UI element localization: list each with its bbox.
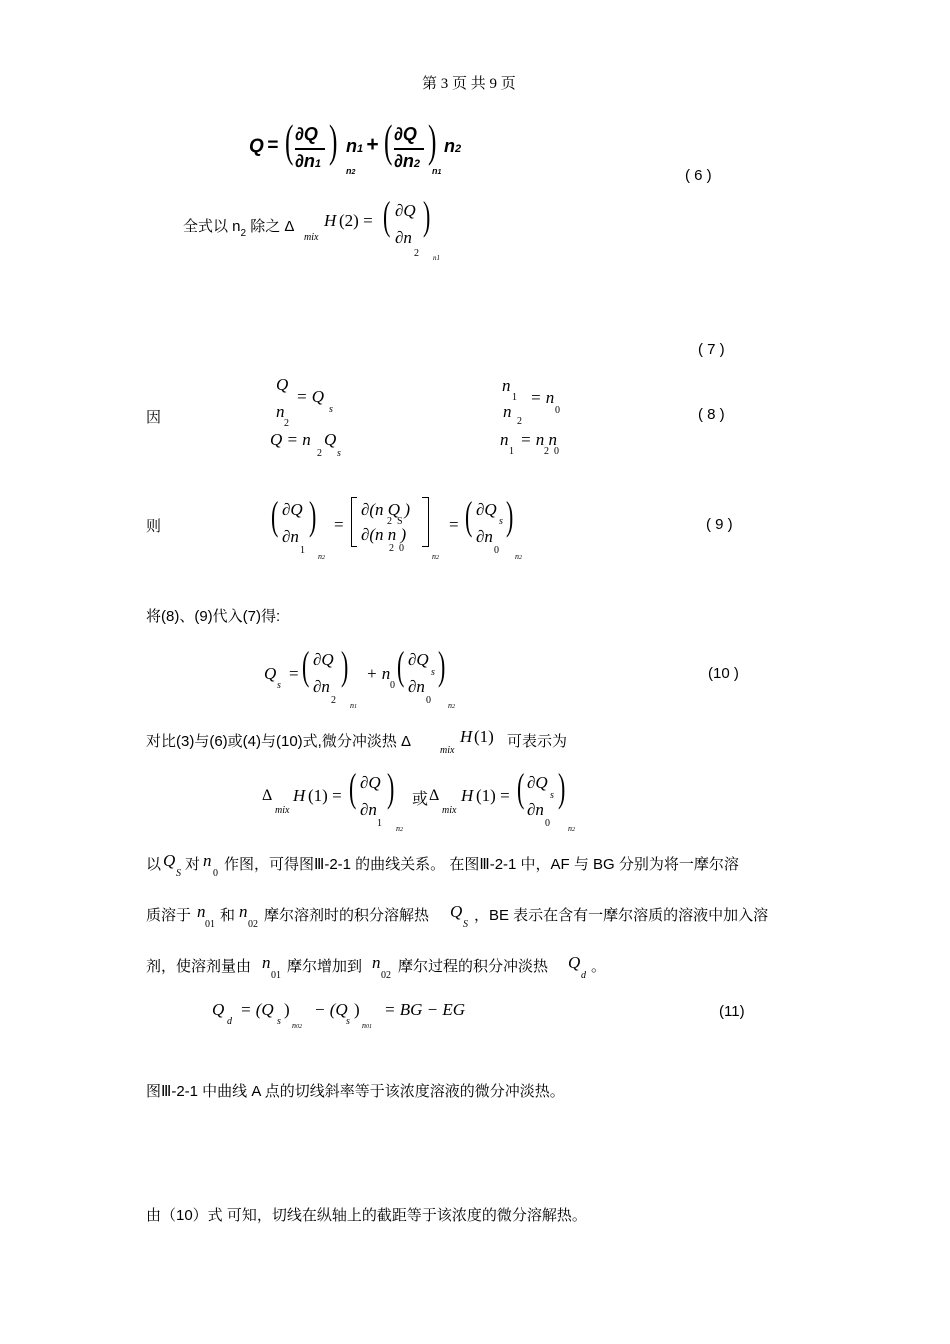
eq10-plus-sub: 0 bbox=[390, 680, 395, 691]
eq6-mult-2: n2 bbox=[444, 136, 462, 156]
eq10-den-1: ∂n bbox=[313, 677, 330, 696]
para1-line2-n1s: 01 bbox=[205, 919, 215, 930]
eq9-outer-1: n2 bbox=[318, 552, 325, 561]
eq9-outer-3: n2 bbox=[515, 552, 522, 561]
eq7-mix: mix bbox=[304, 232, 319, 243]
eq9-lparen-1: ( bbox=[271, 493, 279, 538]
eq11-rhs: = BG − EG bbox=[384, 1000, 466, 1019]
substitution-text: 将(8)、(9)代入(7)得: bbox=[146, 608, 281, 625]
eq10-rparen-1: ) bbox=[341, 643, 349, 688]
eq9-den-2-sub: 2 0 bbox=[389, 543, 404, 554]
eq9-rbracket-b bbox=[422, 546, 428, 547]
diff-lparen-2: ( bbox=[517, 765, 525, 810]
para1-line1-Q: Q bbox=[163, 851, 176, 870]
eq10-lhs-sub: s bbox=[277, 680, 281, 691]
diff-H: H bbox=[293, 786, 306, 805]
eq9-num-2: ∂(n Q ) bbox=[361, 500, 410, 519]
eq9-number: ( 9 ) bbox=[706, 516, 733, 533]
para1-line2-a: 质溶于 bbox=[146, 907, 192, 924]
para1-line2-c: 摩尔溶剂时的积分溶解热 bbox=[264, 907, 430, 924]
eq9-rparen-3: ) bbox=[506, 493, 514, 538]
eq6-num-2: ∂Q bbox=[394, 124, 417, 144]
eq11-o1: n02 bbox=[292, 1021, 302, 1030]
eq6-lhs: Q bbox=[249, 136, 264, 157]
diff-den-1-sub: 1 bbox=[377, 818, 382, 829]
eq10-lparen-1: ( bbox=[302, 643, 310, 688]
eq8-l1-den-sub: 2 bbox=[284, 418, 289, 429]
para1-line3-n1: n bbox=[262, 953, 271, 972]
comparison-H: H bbox=[460, 727, 473, 746]
eq10-lhs: Q bbox=[264, 664, 277, 683]
diff-outer-1: n2 bbox=[396, 824, 403, 833]
eq9-den-3-sub: 0 bbox=[494, 545, 499, 556]
diff-num-2-sub: s bbox=[550, 790, 554, 801]
eq10-den-2: ∂n bbox=[408, 677, 425, 696]
eq11-o2: n01 bbox=[362, 1021, 372, 1030]
eq8-r2-sub2: 2 0 bbox=[544, 446, 559, 457]
diff-den-2: ∂n bbox=[527, 800, 544, 819]
eq8-r2: n bbox=[500, 430, 509, 449]
eq6-outer-sub-1: n2 bbox=[346, 166, 356, 176]
eq7-num: ∂Q bbox=[395, 201, 416, 220]
eq6-rparen-2: ) bbox=[428, 115, 437, 166]
eq7-arg: (2) = bbox=[339, 211, 373, 230]
paragraph-tangent-slope: 图Ⅲ-2-1 中曲线 A 点的切线斜率等于该浓度溶液的微分冲淡热。 bbox=[146, 1083, 565, 1100]
eq10-eq: = bbox=[289, 664, 299, 683]
para1-line3-n2: n bbox=[372, 953, 381, 972]
eq9-den-1: ∂n bbox=[282, 527, 299, 546]
eq11-number: (11) bbox=[719, 1003, 745, 1020]
diff-arg: (1) = bbox=[308, 786, 342, 805]
eq9-den-2: ∂(n n ) bbox=[361, 525, 407, 544]
eq8-l2: Q = n bbox=[270, 430, 311, 449]
eq6-frac-bar-1 bbox=[295, 148, 325, 150]
para1-line1-c: 作图，可得图Ⅲ-2-1 的曲线关系。 在图Ⅲ-2-1 中，AF 与 BG 分别为将一摩尔溶 bbox=[224, 856, 739, 873]
diff-den-2-sub: 0 bbox=[545, 818, 550, 829]
eq7-den: ∂n bbox=[395, 228, 412, 247]
eq8-r1-den-sub: 2 bbox=[517, 416, 522, 427]
eq8-l1-num: Q bbox=[276, 375, 289, 394]
eq9-num-3-sub: s bbox=[499, 516, 503, 527]
eq9-eq-2: = bbox=[449, 515, 459, 534]
eq11-close1: ) bbox=[284, 1000, 290, 1019]
eq7-lparen: ( bbox=[383, 193, 391, 238]
eq11-close2: ) bbox=[354, 1000, 360, 1019]
eq8-number: ( 8 ) bbox=[698, 406, 725, 423]
eq8-r2-sub1: 1 bbox=[509, 446, 514, 457]
diff-mix: mix bbox=[275, 805, 290, 816]
para1-line3-c: 摩尔过程的积分冲淡热 bbox=[398, 958, 549, 975]
page-number-header: 第 3 页 共 9 页 bbox=[422, 76, 516, 92]
diff-outer-2: n2 bbox=[568, 824, 575, 833]
eq9-num-3: ∂Q bbox=[476, 500, 497, 519]
eq6-num-1: ∂Q bbox=[295, 124, 318, 144]
eq6-plus: + bbox=[366, 133, 379, 156]
eq9-label: 则 bbox=[146, 518, 162, 535]
diff-delta: Δ bbox=[262, 787, 273, 804]
eq10-num-1: ∂Q bbox=[313, 650, 334, 669]
para1-line2-Qs: S bbox=[463, 919, 468, 930]
diff-H-2: H bbox=[461, 786, 474, 805]
para1-line1-b: 对 bbox=[185, 856, 201, 873]
para1-line3-a: 剂，使溶剂量由 bbox=[146, 958, 252, 975]
eq10-den-1-sub: 2 bbox=[331, 695, 336, 706]
eq11-eq1: = (Q bbox=[240, 1000, 274, 1019]
eq8-r1-eq-sub: 0 bbox=[555, 405, 560, 416]
eq11-lhs-sub: d bbox=[227, 1016, 232, 1027]
eq8-r1-num-sub: 1 bbox=[512, 392, 517, 403]
para1-line1-a: 以 bbox=[146, 856, 162, 873]
eq6-outer-sub-2: n1 bbox=[432, 166, 442, 176]
para1-line2-n2s: 02 bbox=[248, 919, 258, 930]
comparison-text-b: 可表示为 bbox=[507, 733, 568, 750]
eq9-den-1-sub: 1 bbox=[300, 545, 305, 556]
eq10-rparen-2: ) bbox=[438, 643, 446, 688]
eq9-rbracket-t bbox=[422, 497, 428, 498]
eq6-rparen-1: ) bbox=[329, 115, 338, 166]
eq11-minus: − (Q bbox=[314, 1000, 348, 1019]
diff-num-2: ∂Q bbox=[527, 773, 548, 792]
eq7-outer-sub: n1 bbox=[433, 254, 440, 262]
comparison-arg: (1) bbox=[474, 727, 494, 746]
eq9-num-1: ∂Q bbox=[282, 500, 303, 519]
eq6-frac-bar-2 bbox=[394, 148, 424, 150]
eq6-lparen-2: ( bbox=[384, 115, 393, 166]
para1-line1-n: n bbox=[203, 851, 212, 870]
diff-or: 或 bbox=[412, 791, 429, 808]
para1-line3-Qs: d bbox=[581, 970, 586, 981]
diff-arg-2: (1) = bbox=[476, 786, 510, 805]
eq8-label: 因 bbox=[146, 409, 162, 426]
para1-line2-n2: n bbox=[239, 902, 248, 921]
para1-line2-b: 和 bbox=[220, 907, 236, 924]
eq11-s2: s bbox=[346, 1016, 350, 1027]
eq6-lparen-1: ( bbox=[285, 115, 294, 166]
eq7-rparen: ) bbox=[423, 193, 431, 238]
eq9-lbracket-t bbox=[351, 497, 357, 498]
diff-mix-2: mix bbox=[442, 805, 457, 816]
diff-den-1: ∂n bbox=[360, 800, 377, 819]
eq8-l2-sub: 2 bbox=[317, 448, 322, 459]
para1-line1-Qs: S bbox=[176, 868, 181, 879]
eq10-plus: + n bbox=[366, 664, 391, 683]
eq10-num-2: ∂Q bbox=[408, 650, 429, 669]
eq8-l2-b: Q bbox=[324, 430, 337, 449]
eq10-den-2-sub: 0 bbox=[426, 695, 431, 706]
eq11-s1: s bbox=[277, 1016, 281, 1027]
eq9-lbracket-b bbox=[351, 546, 357, 547]
diff-rparen-2: ) bbox=[558, 765, 566, 810]
eq6-mult-1: n1 bbox=[346, 136, 364, 156]
para1-line3-Q: Q bbox=[568, 953, 581, 972]
eq6-number: ( 6 ) bbox=[685, 167, 712, 184]
eq6-den-2: ∂n2 bbox=[394, 151, 421, 171]
para1-line3-n1s: 01 bbox=[271, 970, 281, 981]
eq9-lbracket-v bbox=[351, 497, 352, 547]
diff-delta-2: Δ bbox=[429, 787, 440, 804]
eq9-num-2-sub: 2 S bbox=[387, 516, 403, 527]
eq9-rbracket-v bbox=[428, 497, 429, 547]
comparison-mix: mix bbox=[440, 745, 455, 756]
eq8-l1-eq: = Q bbox=[296, 387, 324, 406]
eq8-r1-num: n bbox=[502, 376, 511, 395]
eq8-l1-s: s bbox=[329, 404, 333, 415]
eq8-r1-eq: = n bbox=[530, 388, 555, 407]
eq6-den-1: ∂n1 bbox=[295, 151, 322, 171]
eq8-r1-den: n bbox=[503, 402, 512, 421]
eq10-lparen-2: ( bbox=[397, 643, 405, 688]
eq10-num-2-sub: s bbox=[431, 667, 435, 678]
eq9-lparen-3: ( bbox=[465, 493, 473, 538]
paragraph-intercept: 由（10）式 可知，切线在纵轴上的截距等于该浓度的微分溶解热。 bbox=[146, 1207, 587, 1224]
eq8-l1-den: n bbox=[276, 402, 285, 421]
eq8-l2-s: s bbox=[337, 448, 341, 459]
para1-line3-d: 。 bbox=[591, 958, 607, 975]
eq6-equals: = bbox=[267, 135, 279, 156]
eq9-outer-2: n2 bbox=[432, 552, 439, 561]
para1-line2-n1: n bbox=[197, 902, 206, 921]
para1-line2-Q: Q bbox=[450, 902, 463, 921]
diff-rparen-1: ) bbox=[387, 765, 395, 810]
eq7-number: ( 7 ) bbox=[698, 341, 725, 358]
eq10-outer-2: n2 bbox=[448, 701, 455, 710]
eq10-outer-1: n1 bbox=[350, 701, 357, 710]
diff-lparen-1: ( bbox=[349, 765, 357, 810]
para1-line2-d: ，BE 表示在含有一摩尔溶质的溶液中加入溶 bbox=[474, 907, 769, 924]
eq11-lhs: Q bbox=[212, 1000, 225, 1019]
eq9-rparen-1: ) bbox=[309, 493, 317, 538]
eq7-den-sub: 2 bbox=[414, 248, 419, 259]
para1-line3-n2s: 02 bbox=[381, 970, 391, 981]
eq8-r2-eq: = n n bbox=[520, 430, 557, 449]
para1-line3-b: 摩尔增加到 bbox=[287, 958, 363, 975]
eq9-den-3: ∂n bbox=[476, 527, 493, 546]
para1-line1-ns: 0 bbox=[213, 868, 218, 879]
eq7-H: H bbox=[324, 211, 337, 230]
eq9-eq-1: = bbox=[334, 515, 344, 534]
comparison-text: 对比(3)与(6)或(4)与(10)式,微分冲淡热 Δ bbox=[146, 733, 412, 750]
eq10-number: (10 ) bbox=[708, 665, 739, 682]
diff-num-1: ∂Q bbox=[360, 773, 381, 792]
eq7-text: 全式以 $n_2$ 除之 Δ bbox=[183, 218, 295, 239]
